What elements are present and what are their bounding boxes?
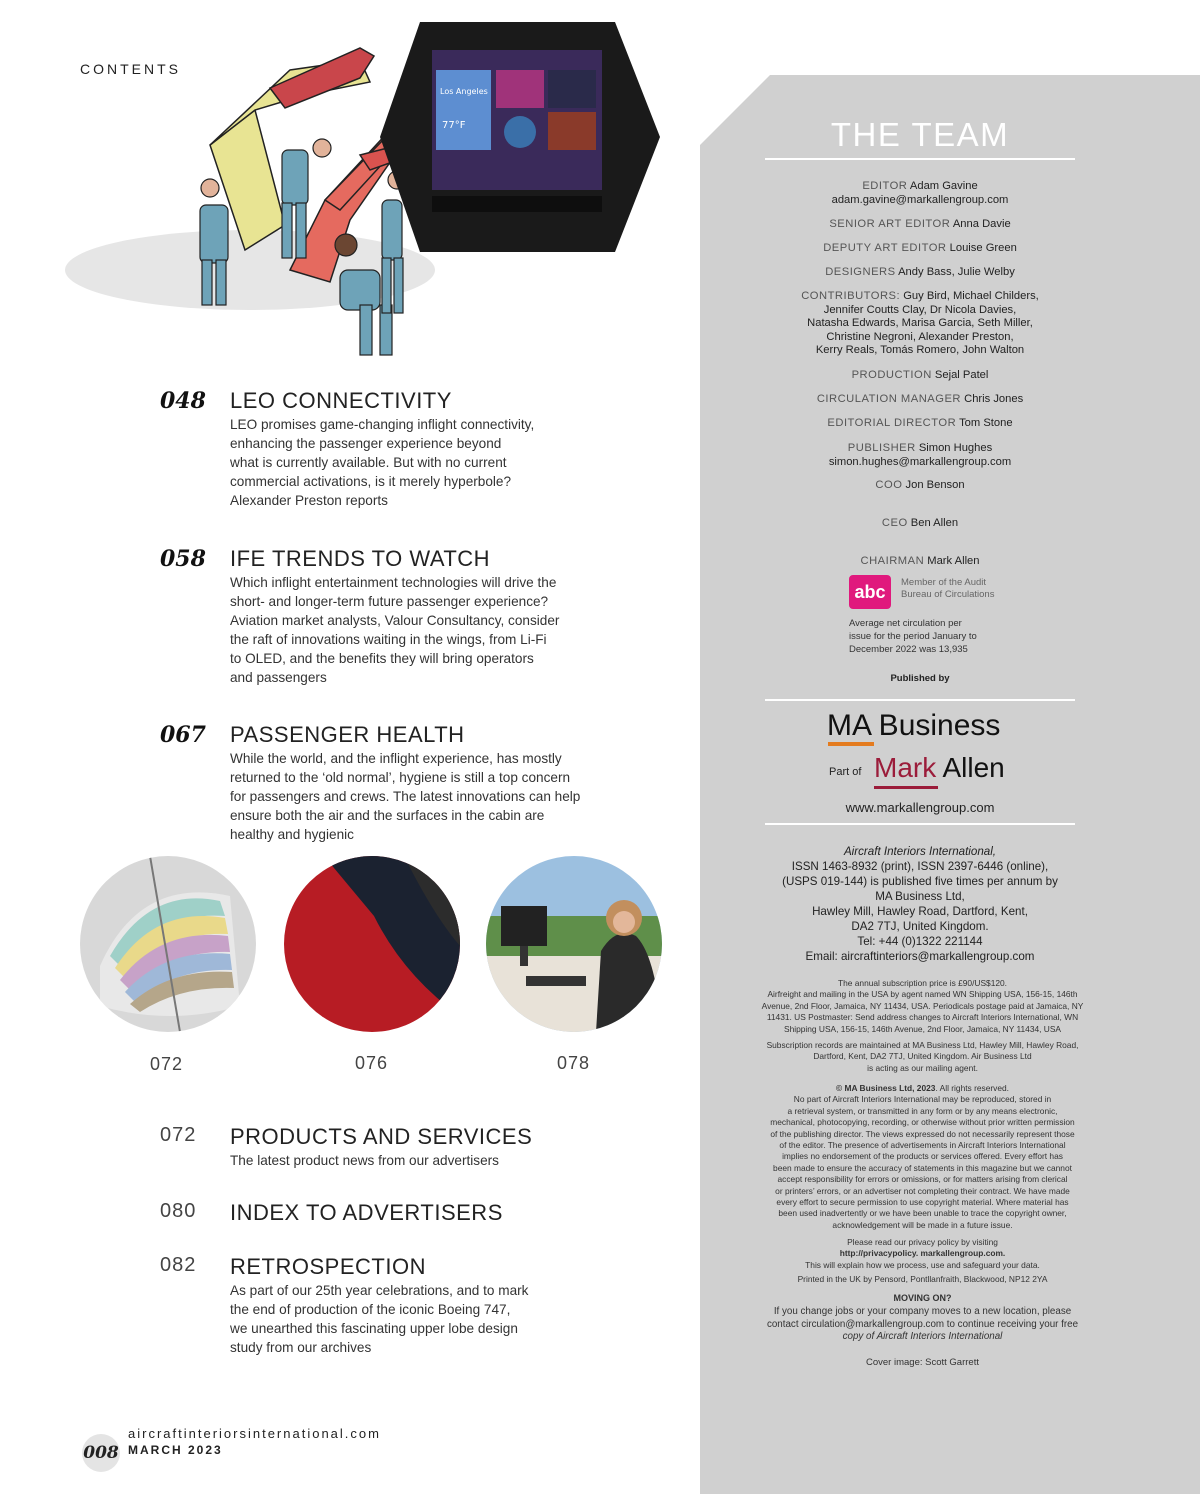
records-block: Subscription records are maintained at MA Business Ltd, Hawley Mill, Hawley Road, Dartford, Kent, DA2 7TJ, United Kingdom. Air Business Ltd is acting as our mailing agent.: [766, 1040, 1079, 1073]
section-label: CONTENTS: [80, 61, 181, 77]
divider: [765, 699, 1075, 701]
article-description: While the world, and the inflight experience, has mostly returned to the ‘old normal’, hygiene is still a top concern for passengers and crews. The latest innovations can help ensure both the air and the surfaces in the cabin are healthy and hygienic: [230, 751, 581, 842]
publisher-email: simon.hughes@markallengroup.com: [828, 455, 1012, 468]
abc-member-text: Member of the Audit Bureau of Circulations: [901, 577, 995, 600]
circulation-note: Average net circulation per issue for the period January to December 2022 was 13,935: [849, 618, 977, 655]
credit-designers: DESIGNERS Andy Bass, Julie Welby: [825, 266, 1015, 278]
article-number: 058: [160, 546, 206, 572]
credit-circulation-manager: CIRCULATION MANAGER Chris Jones: [816, 393, 1024, 405]
cover-credit: Cover image: Scott Garrett: [866, 1357, 979, 1368]
credit-senior-art-editor: SENIOR ART EDITOR Anna Davie: [829, 218, 1011, 230]
imprint-block: Aircraft Interiors International, ISSN 1463-8932 (print), ISSN 2397-6446 (online), (USPS 019-144) is published five times per annum by MA Business Ltd, Hawley Mill, Hawley Road, Dartford, Kent, DA2 7TJ, United Kingdom. Tel: +44 (0)1322 221144 Email: aircraftinteriors@markallengroup.com: [760, 844, 1080, 964]
credit-contributors: CONTRIBUTORS: Guy Bird, Michael Childers, Jennifer Coutts Clay, Dr Nicola Davies, Natasha Edwards, Marisa Garcia, Seth Miller, Christine Negroni, Alexander Preston, Kerry Reals, Tomás Romero, John Walton: [801, 290, 1039, 356]
section-number: 080: [160, 1200, 197, 1222]
section-number: 072: [160, 1124, 197, 1146]
credit-editor: EDITOR Adam Gavine adam.gavine@markallengroup.com: [831, 180, 1009, 206]
moving-on-heading: MOVING ON?: [893, 1293, 952, 1303]
article-description: LEO promises game-changing inflight connectivity, enhancing the passenger experience beyond what is currently available. But with no current commercial activations, is it merely hyperbole? Alexander Preston reports: [230, 417, 535, 508]
article-title: IFE TRENDS TO WATCH: [230, 546, 491, 571]
circle-label-076: 076: [355, 1053, 389, 1073]
section-description: As part of our 25th year celebrations, and to mark the end of production of the iconic Boeing 747, we unearthed this fascinating upper lobe design study from our archives: [230, 1283, 529, 1355]
article-number: 048: [160, 388, 206, 414]
subscription-block: The annual subscription price is £90/US$120. Airfreight and mailing in the USA by agent named WN Shipping USA, 156-15, 146th Avenue, 2nd Floor, Jamaica, NY 11434, USA. Periodicals postage paid at Jamaica, NY 11431. US Postmaster: Send address changes to Aircraft Interiors International, WN Shipping USA, 156-15, 146th Avenue, 2nd Floor, Jamaica, NY 11434, USA: [761, 978, 1084, 1034]
privacy-block: Please read our privacy policy by visiting http://privacypolicy. markallengroup.com. This will explain how we process, use and safeguard your data.: [805, 1237, 1040, 1270]
circle-label-072: 072: [150, 1054, 184, 1074]
published-by: Published by: [890, 673, 950, 684]
ma-business-underline: [828, 742, 874, 746]
mark-allen-underline: [874, 786, 938, 789]
panel-corner-cut: [700, 75, 770, 145]
circle-label-078: 078: [557, 1053, 591, 1073]
website-link[interactable]: www.markallengroup.com: [845, 800, 995, 815]
credit-coo: COO Jon Benson: [875, 479, 965, 491]
section-description: The latest product news from our advertisers: [230, 1153, 499, 1168]
divider: [765, 823, 1075, 825]
credit-chairman: CHAIRMAN Mark Allen: [860, 555, 980, 567]
credit-production: PRODUCTION Sejal Patel: [851, 369, 989, 381]
credit-ceo: CEO Ben Allen: [881, 517, 959, 529]
cover-illustration: [60, 20, 660, 380]
credit-deputy-art-editor: DEPUTY ART EDITOR Louise Green: [823, 242, 1017, 254]
footer-url[interactable]: aircraftinteriorsinternational.com: [128, 1426, 381, 1441]
photo-colour-swatches[interactable]: [80, 856, 256, 1032]
credit-publisher: PUBLISHER Simon Hughes simon.hughes@markallengroup.com: [828, 442, 1012, 468]
editor-email: adam.gavine@markallengroup.com: [831, 193, 1009, 206]
section-title: PRODUCTS AND SERVICES: [230, 1124, 533, 1149]
section-title: RETROSPECTION: [230, 1254, 426, 1279]
page-number: 008: [82, 1434, 120, 1472]
copyright-block: © MA Business Ltd, 2023. All rights reserved. No part of Aircraft Interiors International may be reproduced, stored in a retrieval system, or transmitted in any form or by any means electronic, mechanical, photocopying, recording, or otherwise without prior written permission of the publishing director. The views expressed do not necessarily represent those of the editor. The presence of advertisements in Aircraft Interiors International implies no endorsement of the products or services offered. Every effort has been made to ensure the accuracy of statements in this magazine but we cannot accept responsibility for errors or omissions, or for matters arising from clerical or printers’ errors, or an advertiser not completing their contract. We have made every effort to secure permission to use copyright material. Where material has been used inadvertently or we have been unable to trace the copyright owner, acknowledgement will be made in a future issue.: [770, 1083, 1075, 1230]
screen-temp: 77°F: [442, 120, 466, 131]
printed-line: Printed in the UK by Pensord, Pontllanfraith, Blackwood, NP12 2YA: [797, 1274, 1048, 1284]
footer-date: MARCH 2023: [128, 1443, 223, 1457]
moving-on-text: If you change jobs or your company moves to a new location, please contact circulation@markallengroup.com to continue receiving your free copy of Aircraft Interiors International: [766, 1306, 1079, 1342]
article-title: LEO CONNECTIVITY: [230, 388, 452, 413]
abc-logo: abc: [849, 575, 891, 609]
part-of-label: Part of: [829, 766, 862, 778]
article-description: Which inflight entertainment technologies will drive the short- and longer-term future passenger experience? Aviation market analysts, Valour Consultancy, consider the raft of innovations waiting in the wings, from Li-Fi to OLED, and the benefits they will bring operators and passengers: [230, 575, 560, 685]
photo-woman-on-phone[interactable]: [486, 856, 662, 1032]
article-title: PASSENGER HEALTH: [230, 722, 465, 747]
credit-editorial-director: EDITORIAL DIRECTOR Tom Stone: [827, 417, 1013, 429]
section-title: INDEX TO ADVERTISERS: [230, 1200, 503, 1225]
divider: [765, 158, 1075, 160]
ma-business-logo: MA Business: [827, 709, 1001, 742]
article-number: 067: [160, 722, 206, 748]
imprint-email: Email: aircraftinteriors@markallengroup.com: [805, 950, 1035, 963]
photo-leather-samples[interactable]: [284, 856, 460, 1032]
team-title: THE TEAM: [830, 116, 1010, 153]
section-number: 082: [160, 1254, 197, 1276]
screen-city: Los Angeles: [440, 87, 488, 96]
ife-screen-hexagon: [380, 22, 660, 252]
mark-allen-logo: Mark Allen: [874, 752, 1005, 783]
